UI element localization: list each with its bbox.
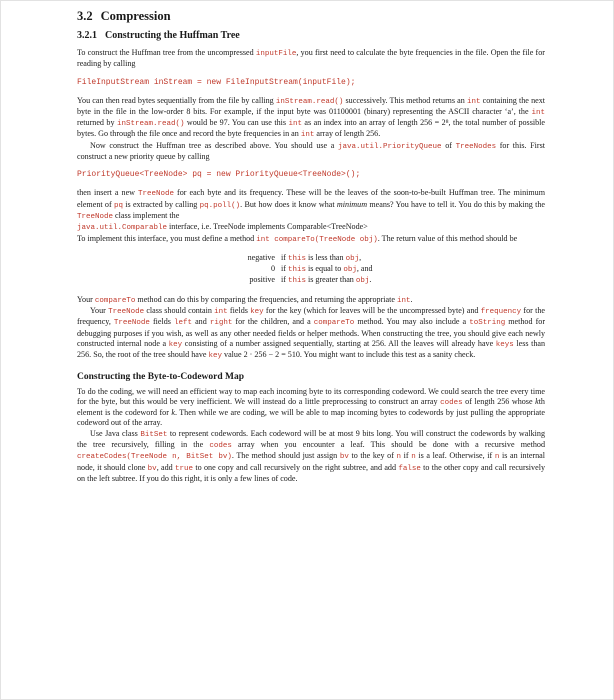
run-heading-codeword-map: Constructing the Byte-to-Codeword Map xyxy=(77,371,245,382)
document-content xyxy=(77,9,545,484)
subsection-title: Constructing the Huffman Tree xyxy=(105,30,240,41)
section-number: 3.2 xyxy=(77,9,93,23)
case-row: 0 if this is equal to obj, and xyxy=(270,264,373,275)
subsection-heading xyxy=(77,30,545,41)
paragraph-codeword-map: To do the coding, we will need an efficient way to map each incoming byte to its corresponding codeword. We could search the tree every time for the byte, but this would be very inefficient. We will instead do a little preprocessing to construct an array codes of length 256 whose kth element is the codeword for k. Then while we are coding, we will be able to map incoming bytes to codewords by just pulling the appropriate codeword out of the array. xyxy=(77,386,545,428)
paragraph-compareto: Your compareTo method can do this by comparing the frequencies, and returning the appropriate int. xyxy=(77,294,413,305)
paragraph-priority-queue: Now construct the Huffman tree as described above. You should use a java.util.PriorityQueue of TreeNodes for this. First construct a new priority queue by calling xyxy=(77,140,545,162)
case-row: positive if this is greater than obj. xyxy=(249,275,372,286)
paragraph-read-bytes: You can then read bytes sequentially from the file by calling inStream.read() successively. This method returns an int containing the next byte in the file in the low-order 8 bits. For example, if the input byte was 01100001 (binary) representing the ASCII character ‘a’, the int returned by inStream.read() would be 97. You can use this int as an index into an array of length 256 = 2⁸, the total number of possible bytes. Go through the file once and record the byte frequencies in an int array of length 256. xyxy=(77,95,546,140)
code-line-priorityqueue: PriorityQueue<TreeNode> pq = new PriorityQueue<TreeNode>(); xyxy=(77,170,361,180)
code-line-fileinputstream: FileInputStream inStream = new FileInputStream(inputFile); xyxy=(77,77,356,87)
paragraph-comparable: then insert a new TreeNode for each byte and its frequency. These will be the leaves of the soon-to-be-built Huffman tree. The minimum element of pq is extracted by calling pq.poll(). But how does it know what minimum means? You have to tell it. You do this by making the TreeNode class implement the java.util.Comparable interface, i.e. TreeNode implements Comparable<TreeNode> To implement this interface, you must define a method int compareTo(TreeNode obj). The return value of this method should be xyxy=(77,188,546,244)
compareto-cases xyxy=(77,253,545,287)
paragraph-open-file: To construct the Huffman tree from the uncompressed inputFile, you first need to calculate the byte frequencies in the file. Open the file for reading by calling xyxy=(77,48,545,69)
section-heading xyxy=(77,9,545,24)
subsection-number: 3.2.1 xyxy=(77,30,97,41)
section-title: Compression xyxy=(100,9,171,23)
case-row: negative if this is less than obj, xyxy=(247,252,362,263)
paragraph-bitset: Use Java class BitSet to represent codewords. Each codeword will be at most 9 bits long. You will construct the codewords by walking the tree recursively, filling in the codes array when you encounter a leaf. This should be done with a recursive method createCodes(TreeNode n, BitSet bv). The method should just assign bv to the key of n if n is a leaf. Otherwise, if n is an internal node, it should clone bv, add true to one copy and call recursively on the right subtree, and add false to the other copy and call recursively on the left subtree. If you do this right, it is only a few lines of code. xyxy=(77,428,546,483)
paragraph-treenode-fields: Your TreeNode class should contain int fields key for the key (which for leaves will be the uncompressed byte) and frequency for the frequency, TreeNode fields left and right for the children, and a compareTo method. You may also include a toString method for debugging purposes if you wish, as well as any other needed fields or helper methods. When constructing the tree, you should give each newly constructed internal node a key consisting of a number assigned sequentially, starting at 256. All the leaves will already have keys less than 256. So, the root of the tree should have key value 2 · 256 − 2 = 510. You might want to include this test as a sanity check. xyxy=(77,306,546,361)
